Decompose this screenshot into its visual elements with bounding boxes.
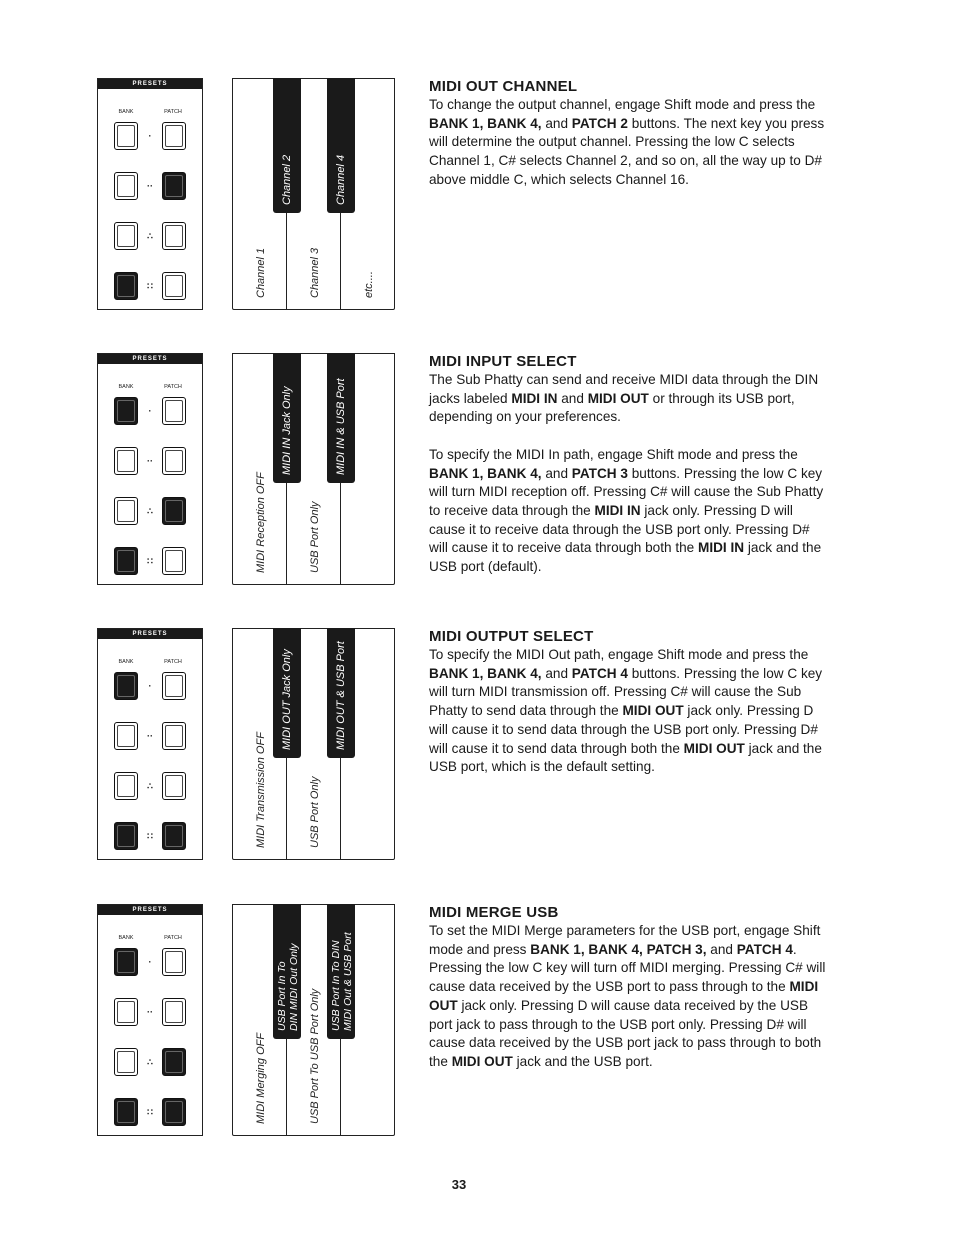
body-paragraph: [429, 371, 829, 427]
key-label: USB Port In To DIN MIDI Out Only: [276, 943, 300, 1031]
bold-term: BANK 1, BANK 4,: [429, 115, 542, 131]
presets-panel: [97, 628, 203, 860]
text-run: and: [541, 465, 572, 481]
section-text: [429, 353, 829, 577]
patch-3-button[interactable]: [162, 222, 186, 250]
text-run: and: [557, 390, 588, 406]
text-run: To set the MIDI Merge parameters for the USB port, engage Shift mode and press: [429, 923, 821, 957]
keyboard-diagram: [232, 904, 395, 1136]
text-run: To change the output channel, engage Shift mode and press the: [429, 97, 816, 112]
patch-4-button[interactable]: [162, 822, 186, 850]
black-key-dsharp: [327, 904, 355, 1039]
keyboard-diagram: [232, 353, 395, 585]
preset-number-3-dots: ∴: [147, 231, 153, 241]
patch-label: PATCH: [164, 109, 182, 115]
section-heading: MIDI INPUT SELECT: [429, 353, 577, 370]
preset-number-2-dots: ··: [147, 456, 153, 466]
text-run: . Pressing the low C key will turn off MIDI merging. Pressing C# will cause data received by the USB port to pass through to the: [429, 941, 826, 995]
patch-4-button[interactable]: [162, 1098, 186, 1126]
text-run: jack only. Pressing D will cause it to send data through the USB port only. Pressing D# will cause it to send data through both the: [429, 703, 818, 756]
bold-term: MIDI OUT: [683, 740, 745, 756]
patch-label: PATCH: [164, 935, 182, 941]
text-run: buttons. Pressing the low C key will turn MIDI transmission off. Pressing C# will cause the Sub Phatty to send data through the: [429, 665, 823, 719]
keyboard-diagram: [232, 78, 395, 310]
section-heading: MIDI OUTPUT SELECT: [429, 628, 594, 645]
text-run: buttons. Pressing the low C key will turn MIDI reception off. Pressing C# will cause the Sub Phatty to receive data through the: [429, 465, 824, 518]
text-run: jack and the USB port (default).: [429, 540, 822, 575]
key-label: USB Port Only: [309, 501, 321, 573]
key-label: MIDI OUT & USB Port: [335, 641, 347, 750]
key-label: USB Port In To DIN MIDI Out & USB Port: [330, 932, 354, 1031]
bank-1-button[interactable]: [114, 122, 138, 150]
black-key-dsharp: [327, 78, 355, 213]
patch-4-button[interactable]: [162, 547, 186, 575]
text-run: and: [541, 115, 572, 131]
body-paragraph: [429, 96, 829, 190]
preset-number-4-dots: ∷: [147, 1107, 153, 1117]
bank-4-button[interactable]: [114, 1098, 138, 1126]
patch-4-button[interactable]: [162, 272, 186, 300]
presets-title: PRESETS: [98, 629, 202, 639]
key-label: Channel 4: [335, 154, 347, 205]
body-paragraph: [429, 922, 829, 1072]
preset-number-4-dots: ∷: [147, 831, 153, 841]
presets-panel: [97, 353, 203, 585]
patch-2-button[interactable]: [162, 172, 186, 200]
preset-number-2-dots: ··: [147, 1007, 153, 1017]
key-label: Channel 1: [255, 247, 267, 298]
bold-term: MIDI OUT: [622, 703, 684, 719]
bank-2-button[interactable]: [114, 172, 138, 200]
preset-number-4-dots: ∷: [147, 556, 153, 566]
text-run: buttons. The next key you press will determine the output channel. Pressing the low C selects Channel 1, C# selects Channel 2, and so on, all the way up to D# above middle C, which selects Channel 16.: [429, 115, 825, 187]
black-key-dsharp: [327, 353, 355, 483]
text-run: The Sub Phatty can send and receive MIDI data through the DIN jacks labeled: [429, 372, 819, 406]
key-label: Channel 2: [281, 154, 293, 205]
preset-number-1-dots: ·: [148, 131, 152, 141]
section-heading: MIDI OUT CHANNEL: [429, 78, 578, 95]
key-label: MIDI Transmission OFF: [255, 732, 267, 848]
bank-3-button[interactable]: [114, 1048, 138, 1076]
text-run: To specify the MIDI In path, engage Shift mode and press the: [429, 446, 798, 462]
patch-label: PATCH: [164, 659, 182, 665]
preset-number-3-dots: ∴: [147, 781, 153, 791]
bold-term: MIDI IN: [511, 390, 558, 406]
bold-term: MIDI IN: [594, 502, 641, 518]
patch-2-button[interactable]: [162, 722, 186, 750]
text-run: and: [541, 665, 572, 681]
bold-term: PATCH 4: [736, 941, 793, 957]
preset-number-2-dots: ··: [147, 731, 153, 741]
presets-panel: [97, 904, 203, 1136]
bank-3-button[interactable]: [114, 497, 138, 525]
bank-label: BANK: [118, 935, 134, 941]
section-midi-out-channel: [0, 78, 954, 348]
bold-term: PATCH 2: [571, 115, 628, 131]
key-label: USB Port To USB Port Only: [309, 988, 321, 1124]
bank-1-button[interactable]: [114, 672, 138, 700]
text-run: jack only. Pressing D will cause it to receive data through the USB port only. Pressing D# will cause it to receive data through both the: [429, 502, 810, 556]
presets-title: PRESETS: [98, 79, 202, 89]
preset-number-1-dots: ·: [148, 406, 152, 416]
bank-label: BANK: [118, 659, 134, 665]
preset-number-3-dots: ∴: [147, 1057, 153, 1067]
section-midi-merge-usb: [0, 904, 954, 1174]
patch-3-button[interactable]: [162, 1048, 186, 1076]
bold-term: PATCH 3: [571, 465, 628, 481]
bank-label: BANK: [118, 109, 134, 115]
bank-3-button[interactable]: [114, 772, 138, 800]
patch-2-button[interactable]: [162, 998, 186, 1026]
body-paragraph: [429, 646, 829, 777]
presets-panel: [97, 78, 203, 310]
key-label: MIDI Reception OFF: [255, 472, 267, 573]
key-label: Channel 3: [309, 247, 321, 298]
bank-label: BANK: [118, 384, 134, 390]
preset-number-2-dots: ··: [147, 181, 153, 191]
presets-title: PRESETS: [98, 354, 202, 364]
keyboard-diagram: [232, 628, 395, 860]
body-paragraph: [429, 446, 829, 577]
key-label: MIDI OUT Jack Only: [281, 649, 293, 750]
bold-term: BANK 1, BANK 4, PATCH 3,: [530, 941, 707, 957]
patch-2-button[interactable]: [162, 447, 186, 475]
key-label: USB Port Only: [309, 776, 321, 848]
bold-term: BANK 1, BANK 4,: [429, 465, 542, 481]
section-text: [429, 628, 829, 777]
black-key-dsharp: [327, 628, 355, 758]
preset-number-3-dots: ∴: [147, 506, 153, 516]
bold-term: MIDI IN: [698, 540, 745, 556]
black-key-csharp: [273, 904, 301, 1039]
bank-2-button[interactable]: [114, 722, 138, 750]
bank-3-button[interactable]: [114, 222, 138, 250]
patch-label: PATCH: [164, 384, 182, 390]
bank-1-button[interactable]: [114, 397, 138, 425]
bold-term: MIDI OUT: [429, 979, 819, 1013]
bold-term: PATCH 4: [571, 665, 628, 681]
key-label: MIDI IN Jack Only: [281, 386, 293, 475]
bank-2-button[interactable]: [114, 447, 138, 475]
patch-1-button[interactable]: [162, 122, 186, 150]
bold-term: MIDI OUT: [587, 390, 649, 406]
text-run: and: [706, 941, 737, 957]
bank-4-button[interactable]: [114, 822, 138, 850]
section-heading: MIDI MERGE USB: [429, 904, 559, 921]
key-label: MIDI Merging OFF: [255, 1032, 267, 1124]
key-label: MIDI IN & USB Port: [335, 378, 347, 475]
text-run: jack and the USB port, which is the default setting.: [429, 740, 822, 775]
text-run: or through its USB port, depending on your preferences.: [429, 390, 795, 425]
patch-3-button[interactable]: [162, 772, 186, 800]
bold-term: BANK 1, BANK 4,: [429, 665, 542, 681]
patch-1-button[interactable]: [162, 948, 186, 976]
preset-number-4-dots: ∷: [147, 281, 153, 291]
page-number: 33: [451, 1177, 467, 1192]
bank-4-button[interactable]: [114, 272, 138, 300]
section-text: [429, 78, 829, 190]
preset-number-1-dots: ·: [148, 957, 152, 967]
text-run: jack only. Pressing D will cause data received by the USB port jack to pass through to the USB port only. Pressing D# will cause data received by the USB port jack to pass through to both the: [429, 997, 822, 1069]
section-midi-input-select: [0, 353, 954, 623]
black-key-csharp: [273, 628, 301, 758]
bold-term: MIDI OUT: [451, 1053, 513, 1069]
patch-3-button[interactable]: [162, 497, 186, 525]
section-text: [429, 904, 829, 1072]
black-key-csharp: [273, 353, 301, 483]
black-key-csharp: [273, 78, 301, 213]
patch-1-button[interactable]: [162, 397, 186, 425]
bank-2-button[interactable]: [114, 998, 138, 1026]
bank-1-button[interactable]: [114, 948, 138, 976]
key-label: etc....: [363, 271, 375, 298]
preset-number-1-dots: ·: [148, 681, 152, 691]
bank-4-button[interactable]: [114, 547, 138, 575]
section-midi-output-select: [0, 628, 954, 898]
presets-title: PRESETS: [98, 905, 202, 915]
text-run: To specify the MIDI Out path, engage Shift mode and press the: [429, 647, 809, 662]
patch-1-button[interactable]: [162, 672, 186, 700]
text-run: jack and the USB port.: [512, 1053, 653, 1069]
